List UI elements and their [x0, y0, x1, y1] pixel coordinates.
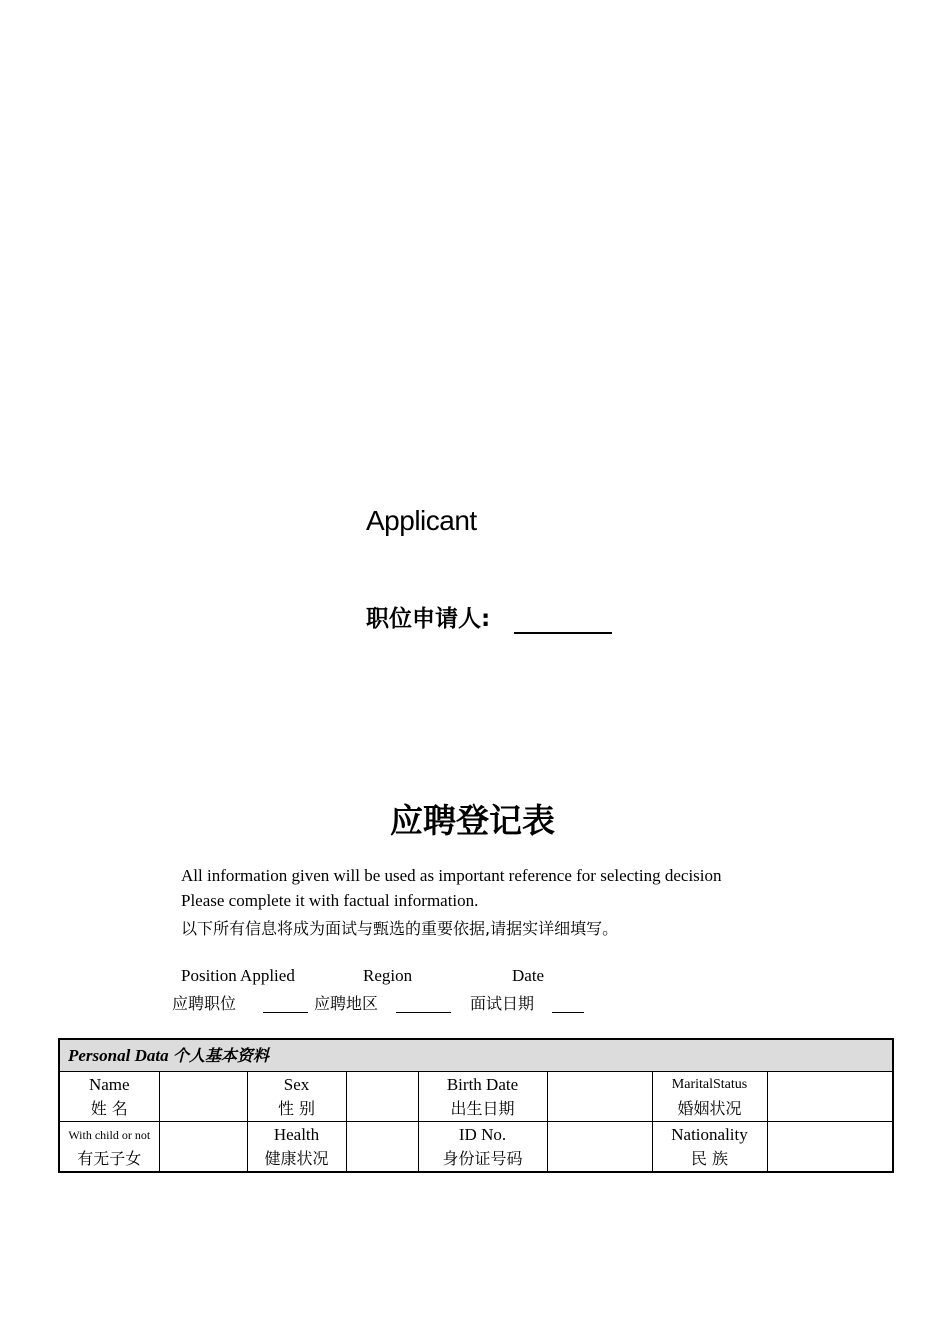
- intro-line-en-2: Please complete it with factual information.: [181, 891, 479, 910]
- nationality-input-cell[interactable]: [767, 1122, 893, 1173]
- children-label-cell: [59, 1122, 159, 1173]
- position-label-cn: 应聘职位: [172, 994, 237, 1013]
- date-label-cn: 面试日期: [470, 994, 535, 1013]
- id-no-label-cn: 身份证号码: [442, 1148, 523, 1168]
- marital-status-label-cell: [652, 1072, 767, 1122]
- personal-data-header: [59, 1039, 893, 1072]
- personal-data-header-cn: 个人基本资料: [172, 1045, 269, 1065]
- date-label-en: Date: [512, 966, 545, 985]
- health-input-cell[interactable]: [346, 1122, 418, 1173]
- table-row: [59, 1122, 893, 1173]
- name-input-cell[interactable]: [159, 1072, 247, 1122]
- applicant-name-blank[interactable]: [514, 606, 612, 634]
- applicant-title: Applicant: [366, 505, 477, 536]
- region-label-cn: 应聘地区: [314, 994, 379, 1013]
- date-blank[interactable]: [552, 995, 584, 1013]
- birth-date-label-cn: 出生日期: [450, 1098, 515, 1118]
- position-label-en: Position Applied: [181, 966, 295, 985]
- sex-input-cell[interactable]: [346, 1072, 418, 1122]
- position-blank[interactable]: [263, 995, 308, 1013]
- marital-status-input-cell[interactable]: [767, 1072, 893, 1122]
- intro-line-en-1: All information given will be used as important reference for selecting decision: [181, 866, 722, 885]
- health-label-cn: 健康状况: [264, 1148, 329, 1168]
- children-label-en: With child or not: [68, 1127, 151, 1142]
- children-label-cn: 有无子女: [77, 1148, 142, 1168]
- region-blank[interactable]: [396, 995, 451, 1013]
- nationality-label-cn: 民 族: [690, 1148, 729, 1168]
- birth-date-input-cell[interactable]: [547, 1072, 652, 1122]
- birth-date-label-cell: [418, 1072, 547, 1122]
- personal-data-table: [58, 1038, 894, 1173]
- health-label-cell: [247, 1122, 346, 1173]
- id-no-label-en: ID No.: [458, 1124, 507, 1144]
- nationality-label-en: Nationality: [671, 1124, 748, 1144]
- sex-label-cell: [247, 1072, 346, 1122]
- intro-line-cn: 以下所有信息将成为面试与甄选的重要依据,请据实详细填写。: [181, 919, 619, 938]
- id-no-label-cell: [418, 1122, 547, 1173]
- birth-date-label-en: Birth Date: [446, 1074, 519, 1094]
- marital-status-label-cn: 婚姻状况: [677, 1098, 742, 1118]
- sex-label-cn: 性 别: [277, 1098, 316, 1118]
- sex-label-en: Sex: [283, 1074, 310, 1094]
- marital-status-label-en: MaritalStatus: [671, 1076, 748, 1092]
- nationality-label-cell: [652, 1122, 767, 1173]
- applicant-name-line: [366, 600, 612, 634]
- id-no-input-cell[interactable]: [547, 1122, 652, 1173]
- applicant-label: 职位申请人:: [366, 606, 491, 632]
- table-row: [59, 1072, 893, 1122]
- children-input-cell[interactable]: [159, 1122, 247, 1173]
- region-label-en: Region: [363, 966, 413, 985]
- name-label-cn: 姓 名: [90, 1098, 128, 1118]
- form-title: 应聘登记表: [390, 801, 555, 840]
- name-label-cell: [59, 1072, 159, 1122]
- personal-data-header-en: Personal Data: [68, 1045, 169, 1065]
- name-label-en: Name: [88, 1074, 130, 1094]
- health-label-en: Health: [273, 1124, 320, 1144]
